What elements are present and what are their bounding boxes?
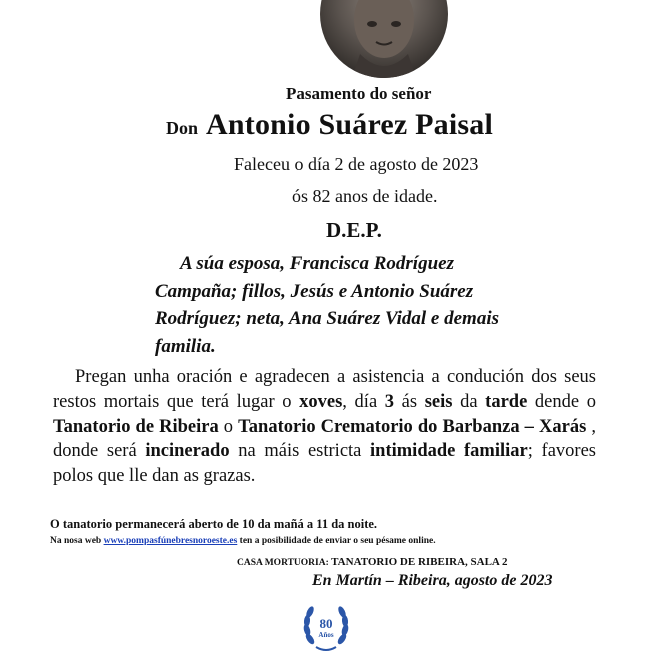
body-text: dende o xyxy=(527,391,596,412)
body-bold: Tanatorio de Ribeira xyxy=(53,416,219,437)
body-text: , donde será xyxy=(53,416,597,462)
honorific: Don xyxy=(166,118,199,138)
web-note xyxy=(50,536,436,546)
body-text: , día xyxy=(342,391,385,412)
body-bold: Tanatorio Crematorio do Barbanza – Xarás xyxy=(238,416,587,437)
funeral-home-line xyxy=(237,556,508,568)
anniversary-logo xyxy=(298,599,354,655)
place-date: En Martín – Ribeira, agosto de 2023 xyxy=(312,572,553,589)
family-line: A súa esposa, Francisca Rodríguez xyxy=(180,253,454,274)
body-text: Pregan unha oración e agradecen a asistencia a condución dos seus restos mortais que terá lugar o xyxy=(53,367,596,412)
ceremony-paragraph xyxy=(53,365,596,489)
portrait-image xyxy=(320,0,448,78)
body-bold: incinerado xyxy=(145,441,230,462)
notice-intro: Pasamento do señor xyxy=(286,84,432,103)
family-line: familia. xyxy=(155,335,216,357)
website-link[interactable]: www.pompasfúnebresnoroeste.es xyxy=(103,536,238,546)
deceased-name: Antonio Suárez Paisal xyxy=(206,108,494,141)
body-bold: 3 xyxy=(384,391,395,412)
deceased-photo xyxy=(320,0,448,78)
web-note-suffix: ten a posibilidade de enviar o seu pésame online. xyxy=(237,536,436,546)
body-text: ; favores polos que lle dan as grazas. xyxy=(53,441,596,487)
funeral-home-label: CASA MORTUORIA: xyxy=(237,558,332,568)
funeral-home-value: TANATORIO DE RIBEIRA, SALA 2 xyxy=(331,556,508,568)
body-text: o xyxy=(218,416,239,437)
body-bold: intimidade familiar xyxy=(370,441,528,462)
body-text: na máis estricta xyxy=(229,441,371,462)
family-line: Rodríguez; neta, Ana Suárez Vidal e demais xyxy=(155,308,499,329)
body-text: ás xyxy=(394,391,425,412)
laurel-wreath-icon xyxy=(298,599,354,655)
family-paragraph xyxy=(155,250,596,360)
opening-hours: O tanatorio permanecerá aberto de 10 da mañá a 11 da noite. xyxy=(50,517,378,531)
body-text: da xyxy=(452,391,486,412)
family-line: Campaña; fillos, Jesús e Antonio Suárez xyxy=(155,280,474,302)
logo-number: 80 xyxy=(319,616,333,631)
death-date: Faleceu o día 2 de agosto de 2023 xyxy=(234,154,479,174)
logo-word: Años xyxy=(318,631,334,639)
web-note-prefix: Na nosa web xyxy=(50,536,104,546)
deceased-name-row xyxy=(166,108,493,142)
body-bold: xoves xyxy=(299,391,343,412)
body-bold: tarde xyxy=(485,391,528,412)
dep-line: D.E.P. xyxy=(326,218,382,242)
body-bold: seis xyxy=(424,391,453,412)
age-line: ós 82 anos de idade. xyxy=(292,186,438,206)
